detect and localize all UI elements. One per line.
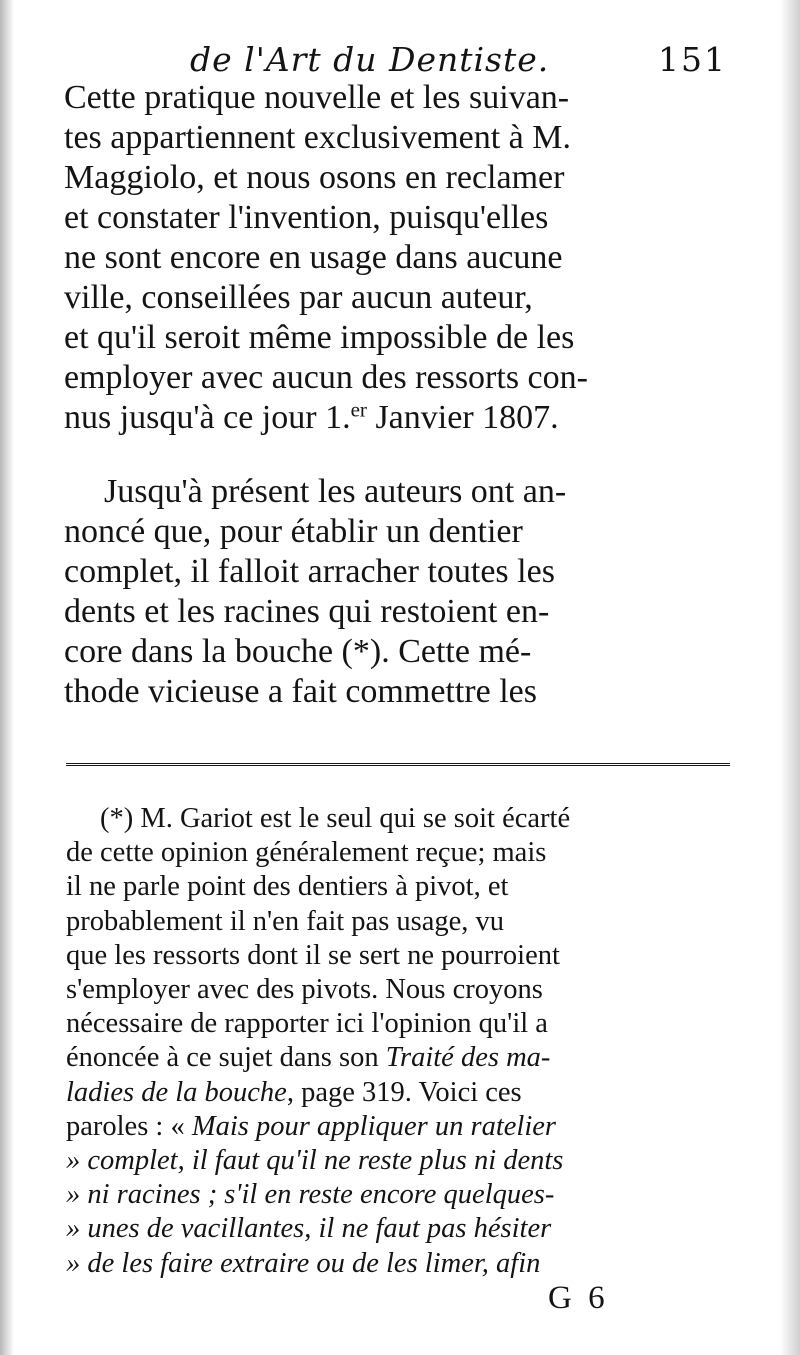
page-edge-shadow-left (0, 0, 14, 1355)
footnote-line: s'employer avec des pivots. Nous croyons (66, 974, 543, 1006)
footnote-line: probablement il n'en fait pas usage, vu (66, 905, 505, 937)
text-line-date (64, 398, 736, 438)
text-line: dents et les racines qui restoient en- (64, 593, 550, 630)
quotation-line: » de les faire extraire ou de les limer, afin (66, 1247, 541, 1279)
page-number: 151 (658, 40, 727, 79)
date-prefix: nus jusqu'à ce jour 1. (64, 399, 351, 436)
text-line: core dans la bouche (*). Cette mé- (64, 633, 532, 670)
text-line: et qu'il seroit même impossible de les (64, 319, 575, 356)
footnote-line: il ne parle point des dentiers à pivot, et (66, 871, 509, 903)
main-text (64, 78, 736, 712)
quotation-line: » ni racines ; s'il en reste encore quelques- (66, 1179, 555, 1211)
running-title: de l'Art du Dentiste. (190, 40, 550, 79)
footnote-line (66, 1041, 742, 1075)
footnote-line: que les ressorts dont il se sert ne pourroient (66, 939, 560, 971)
footnote-text: paroles : « (66, 1110, 192, 1142)
text-line: Maggiolo, et nous osons en reclamer (64, 159, 565, 196)
date-suffix: Janvier 1807. (366, 399, 559, 436)
text-line: complet, il falloit arracher toutes les (64, 553, 555, 590)
page-header (190, 38, 735, 82)
text-line: tes appartiennent exclusivement à M. (64, 119, 571, 156)
text-line: Jusqu'à présent les auteurs ont an- (104, 473, 567, 510)
text-line: ville, conseillées par aucun auteur, (64, 279, 533, 316)
text-line: Cette pratique nouvelle et les suivan- (64, 79, 570, 116)
text-line: thode vicieuse a fait commettre les (64, 673, 537, 710)
footnote-separator (66, 763, 730, 766)
quotation-italic: Mais pour appliquer un ratelier (191, 1110, 556, 1142)
footnote-line: (*) M. Gariot est le seul qui se soit écarté (100, 803, 571, 834)
quotation-line: » unes de vacillantes, il ne faut pas hésiter (66, 1213, 552, 1245)
footnote-line: nécessaire de rapporter ici l'opinion qu'il a (66, 1008, 548, 1040)
book-title-italic: Traité des ma- (385, 1042, 551, 1074)
text-line: ne sont encore en usage dans aucune (64, 239, 563, 276)
footnote-text: , page 319. Voici ces (286, 1076, 522, 1108)
text-line: employer avec aucun des ressorts con- (64, 359, 588, 396)
book-title-italic: ladies de la bouche (66, 1076, 287, 1108)
ordinal-superscript: er (350, 397, 367, 422)
signature-mark: G 6 (548, 1280, 609, 1316)
footnote-line (66, 1110, 742, 1144)
footnote (66, 802, 742, 1281)
paragraph-gap (64, 438, 736, 472)
quotation-line: » complet, il faut qu'il ne reste plus ni dents (66, 1145, 564, 1177)
text-line: noncé que, pour établir un dentier (64, 513, 523, 550)
footnote-text: énoncée à ce sujet dans son (66, 1042, 386, 1074)
text-line: et constater l'invention, puisqu'elles (64, 199, 549, 236)
page-edge-shadow-right (780, 0, 800, 1355)
footnote-line: de cette opinion généralement reçue; mais (66, 837, 547, 869)
footnote-line (66, 1076, 742, 1110)
